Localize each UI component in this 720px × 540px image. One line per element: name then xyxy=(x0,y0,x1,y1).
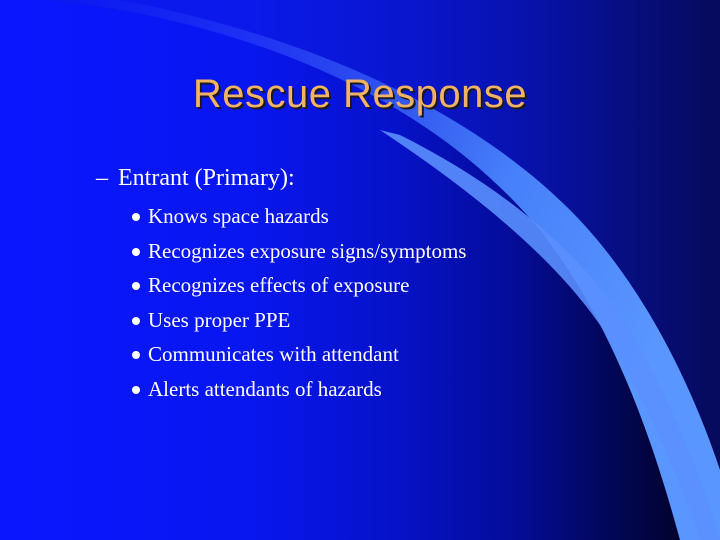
list-item-text: Recognizes exposure signs/symptoms xyxy=(148,238,467,263)
list-item xyxy=(132,372,466,407)
bullet-icon xyxy=(132,351,140,359)
list-item xyxy=(132,199,466,234)
list-item-text: Communicates with attendant xyxy=(148,342,399,366)
bullet-icon xyxy=(132,282,140,290)
list-item-text: Alerts attendants of hazards xyxy=(148,376,382,401)
list-item-text: Knows space hazards xyxy=(148,204,329,228)
slide-title-text: Rescue Response xyxy=(192,72,528,116)
list-item xyxy=(132,303,466,338)
bullet-list xyxy=(132,199,466,406)
bullet-icon xyxy=(132,386,140,394)
list-item-text: Uses proper PPE xyxy=(148,307,291,332)
slide-title xyxy=(0,70,720,118)
list-item xyxy=(132,337,466,372)
bullet-icon xyxy=(132,317,140,325)
subheading-text: Entrant (Primary): xyxy=(118,165,295,191)
bullet-icon xyxy=(132,213,140,221)
subheading xyxy=(96,163,295,193)
list-item-text: Recognizes effects of exposure xyxy=(148,273,410,297)
dash-marker: – xyxy=(96,165,108,191)
list-item xyxy=(132,268,466,303)
bullet-icon xyxy=(132,248,140,256)
list-item xyxy=(132,234,466,269)
